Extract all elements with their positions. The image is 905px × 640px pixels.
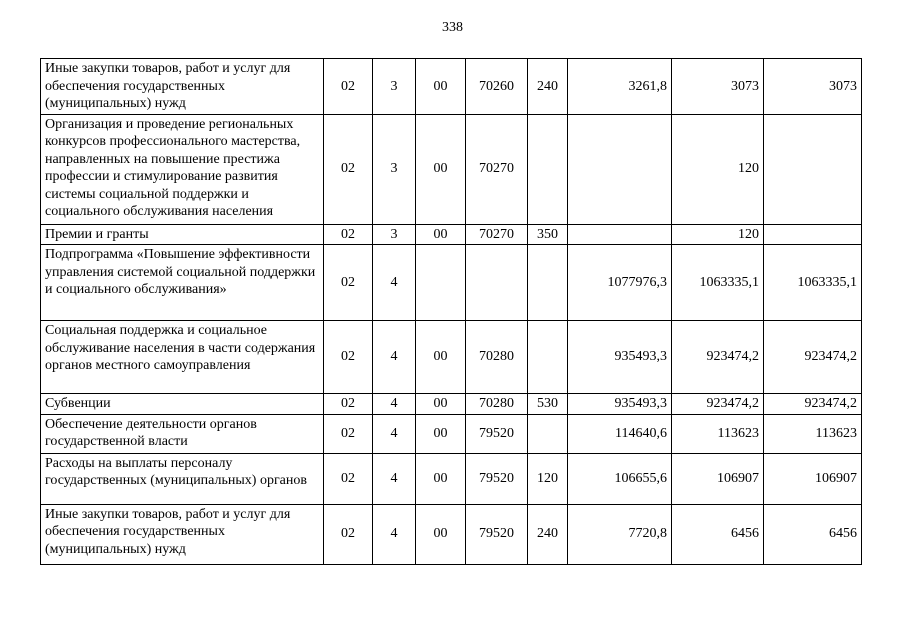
description-cell: Обеспечение деятельности органов государственной власти (41, 414, 324, 453)
section-code-cell: 02 (324, 414, 373, 453)
amount-year2-cell: 6456 (672, 504, 764, 564)
description-cell: Иные закупки товаров, работ и услуг для обеспечения государственных (муниципальных) нужд (41, 504, 324, 564)
section-code-cell: 02 (324, 453, 373, 504)
description-cell: Подпрограмма «Повышение эффективности управления системой социальной поддержки и социального обслуживания» (41, 245, 324, 321)
table-row (41, 224, 862, 245)
program-code-cell: 00 (416, 414, 466, 453)
target-article-cell: 70280 (466, 394, 528, 415)
program-code-cell: 00 (416, 114, 466, 224)
table-row (41, 59, 862, 115)
section-code-cell: 02 (324, 321, 373, 394)
amount-year2-cell: 113623 (672, 414, 764, 453)
amount-year2-cell: 106907 (672, 453, 764, 504)
subsection-code-cell: 4 (373, 453, 416, 504)
expense-type-cell (528, 414, 568, 453)
program-code-cell: 00 (416, 321, 466, 394)
target-article-cell: 79520 (466, 453, 528, 504)
section-code-cell: 02 (324, 224, 373, 245)
amount-year3-cell: 106907 (764, 453, 862, 504)
section-code-cell: 02 (324, 394, 373, 415)
program-code-cell: 00 (416, 224, 466, 245)
description-cell: Организация и проведение региональных конкурсов профессионального мастерства, направленных на повышение престижа профессии и стимулирование развития системы социальной поддержки и социального обслуживания населения (41, 114, 324, 224)
description-cell: Премии и гранты (41, 224, 324, 245)
table-row (41, 504, 862, 564)
subsection-code-cell: 4 (373, 414, 416, 453)
target-article-cell (466, 245, 528, 321)
section-code-cell: 02 (324, 59, 373, 115)
amount-year1-cell: 114640,6 (568, 414, 672, 453)
expense-type-cell: 240 (528, 59, 568, 115)
description-cell: Социальная поддержка и социальное обслуживание населения в части содержания органов местного самоуправления (41, 321, 324, 394)
expense-type-cell (528, 321, 568, 394)
target-article-cell: 70270 (466, 224, 528, 245)
target-article-cell: 70270 (466, 114, 528, 224)
amount-year1-cell (568, 224, 672, 245)
expense-type-cell: 530 (528, 394, 568, 415)
target-article-cell: 70280 (466, 321, 528, 394)
subsection-code-cell: 4 (373, 245, 416, 321)
expense-type-cell: 120 (528, 453, 568, 504)
amount-year1-cell: 1077976,3 (568, 245, 672, 321)
program-code-cell: 00 (416, 453, 466, 504)
table-row (41, 453, 862, 504)
program-code-cell (416, 245, 466, 321)
amount-year1-cell: 935493,3 (568, 321, 672, 394)
amount-year2-cell: 1063335,1 (672, 245, 764, 321)
amount-year3-cell: 923474,2 (764, 394, 862, 415)
amount-year2-cell: 3073 (672, 59, 764, 115)
amount-year3-cell: 113623 (764, 414, 862, 453)
description-cell: Расходы на выплаты персоналу государственных (муниципальных) органов (41, 453, 324, 504)
amount-year3-cell: 6456 (764, 504, 862, 564)
expense-type-cell (528, 114, 568, 224)
budget-table (40, 58, 862, 565)
subsection-code-cell: 4 (373, 394, 416, 415)
table-row (41, 245, 862, 321)
subsection-code-cell: 4 (373, 504, 416, 564)
description-cell: Субвенции (41, 394, 324, 415)
amount-year2-cell: 120 (672, 114, 764, 224)
target-article-cell: 79520 (466, 414, 528, 453)
table-row (41, 394, 862, 415)
amount-year3-cell: 3073 (764, 59, 862, 115)
amount-year1-cell (568, 114, 672, 224)
amount-year1-cell: 7720,8 (568, 504, 672, 564)
program-code-cell: 00 (416, 394, 466, 415)
table-row (41, 414, 862, 453)
amount-year1-cell: 3261,8 (568, 59, 672, 115)
program-code-cell: 00 (416, 59, 466, 115)
subsection-code-cell: 3 (373, 224, 416, 245)
section-code-cell: 02 (324, 245, 373, 321)
amount-year2-cell: 120 (672, 224, 764, 245)
amount-year3-cell: 1063335,1 (764, 245, 862, 321)
program-code-cell: 00 (416, 504, 466, 564)
page-number: 338 (442, 20, 463, 35)
table-row (41, 114, 862, 224)
amount-year3-cell (764, 114, 862, 224)
expense-type-cell (528, 245, 568, 321)
amount-year3-cell: 923474,2 (764, 321, 862, 394)
subsection-code-cell: 3 (373, 59, 416, 115)
amount-year2-cell: 923474,2 (672, 394, 764, 415)
amount-year1-cell: 935493,3 (568, 394, 672, 415)
target-article-cell: 79520 (466, 504, 528, 564)
amount-year2-cell: 923474,2 (672, 321, 764, 394)
target-article-cell: 70260 (466, 59, 528, 115)
expense-type-cell: 240 (528, 504, 568, 564)
amount-year1-cell: 106655,6 (568, 453, 672, 504)
amount-year3-cell (764, 224, 862, 245)
description-cell: Иные закупки товаров, работ и услуг для обеспечения государственных (муниципальных) нужд (41, 59, 324, 115)
table-row (41, 321, 862, 394)
section-code-cell: 02 (324, 114, 373, 224)
subsection-code-cell: 3 (373, 114, 416, 224)
subsection-code-cell: 4 (373, 321, 416, 394)
expense-type-cell: 350 (528, 224, 568, 245)
section-code-cell: 02 (324, 504, 373, 564)
